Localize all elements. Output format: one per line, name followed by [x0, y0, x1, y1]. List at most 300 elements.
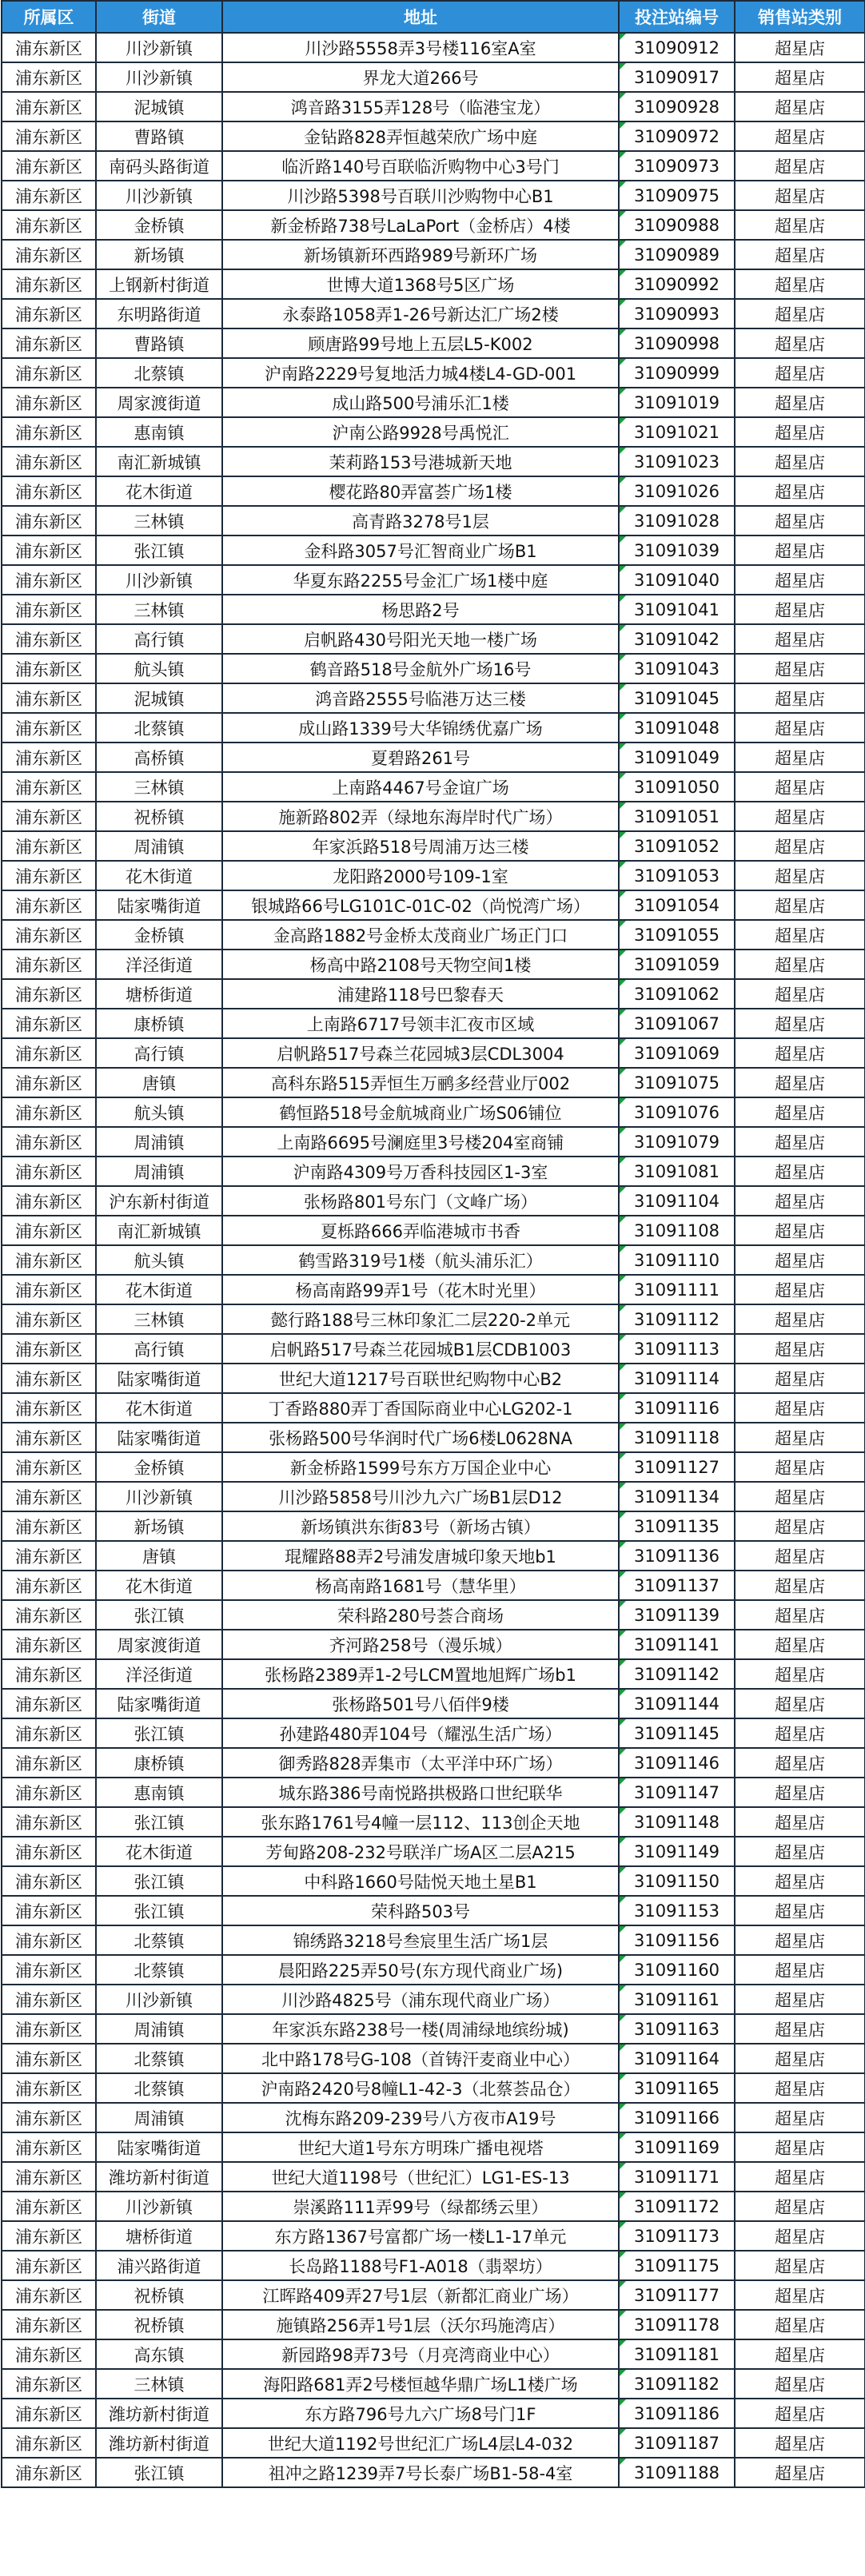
cell-station-code: 31091173: [619, 2221, 735, 2251]
cell-address: 沈梅东路209-239号八方夜市A19号: [222, 2103, 619, 2132]
cell-station-code: 31090928: [619, 92, 735, 121]
cell-address: 茉莉路153号港城新天地: [222, 447, 619, 476]
cell-station-code: 31090992: [619, 269, 735, 299]
cell-station-code: 31091166: [619, 2103, 735, 2132]
cell-address: 丁香路880弄丁香国际商业中心LG202-1: [222, 1393, 619, 1423]
cell-street: 惠南镇: [96, 417, 222, 447]
cell-station-code: 31090912: [619, 33, 735, 62]
cell-station-code: 31091146: [619, 1748, 735, 1778]
cell-address: 顾唐路99号地上五层L5-K002: [222, 328, 619, 358]
cell-street: 高行镇: [96, 624, 222, 654]
cell-street: 洋泾街道: [96, 950, 222, 979]
cell-district: 浦东新区: [2, 890, 96, 920]
cell-address: 芳甸路208-232号联洋广场A区二层A215: [222, 1837, 619, 1866]
cell-store-type: 超星店: [735, 1009, 865, 1038]
cell-address: 孙建路480弄104号（耀泓生活广场）: [222, 1718, 619, 1748]
table-row: [2, 802, 865, 831]
cell-district: 浦东新区: [2, 269, 96, 299]
cell-station-code: 31091053: [619, 861, 735, 890]
cell-district: 浦东新区: [2, 1245, 96, 1275]
cell-district: 浦东新区: [2, 33, 96, 62]
cell-store-type: 超星店: [735, 2103, 865, 2132]
cell-street: 陆家嘴街道: [96, 2132, 222, 2162]
cell-address: 东方路796号九六广场8号门1F: [222, 2399, 619, 2428]
table-row: [2, 1482, 865, 1511]
cell-address: 杨思路2号: [222, 595, 619, 624]
cell-store-type: 超星店: [735, 2280, 865, 2310]
cell-station-code: 31091141: [619, 1630, 735, 1659]
cell-store-type: 超星店: [735, 1985, 865, 2014]
cell-address: 成山路500号浦乐汇1楼: [222, 388, 619, 417]
header-district: 所属区: [2, 1, 96, 33]
cell-station-code: 31091079: [619, 1127, 735, 1157]
cell-address: 年家浜路518号周浦万达三楼: [222, 831, 619, 861]
cell-street: 周家渡街道: [96, 1630, 222, 1659]
cell-store-type: 超星店: [735, 210, 865, 240]
cell-store-type: 超星店: [735, 506, 865, 536]
table-row: [2, 595, 865, 624]
cell-district: 浦东新区: [2, 654, 96, 683]
cell-district: 浦东新区: [2, 1689, 96, 1718]
table-row: [2, 417, 865, 447]
cell-street: 高东镇: [96, 2339, 222, 2369]
cell-store-type: 超星店: [735, 2192, 865, 2221]
cell-station-code: 31091052: [619, 831, 735, 861]
cell-district: 浦东新区: [2, 1925, 96, 1955]
cell-station-code: 31091114: [619, 1364, 735, 1393]
cell-street: 北蔡镇: [96, 2044, 222, 2073]
table-row: [2, 1245, 865, 1275]
cell-district: 浦东新区: [2, 210, 96, 240]
cell-address: 杨高南路1681号（慧华里）: [222, 1571, 619, 1600]
cell-station-code: 31091039: [619, 536, 735, 565]
cell-store-type: 超星店: [735, 417, 865, 447]
cell-district: 浦东新区: [2, 2014, 96, 2044]
cell-store-type: 超星店: [735, 1748, 865, 1778]
cell-address: 荣科路503号: [222, 1896, 619, 1925]
cell-district: 浦东新区: [2, 1038, 96, 1068]
cell-station-code: 31091111: [619, 1275, 735, 1304]
table-row: [2, 831, 865, 861]
cell-store-type: 超星店: [735, 1955, 865, 1985]
table-header-row: [2, 1, 865, 33]
cell-street: 张江镇: [96, 1600, 222, 1630]
cell-store-type: 超星店: [735, 683, 865, 713]
cell-district: 浦东新区: [2, 1541, 96, 1571]
cell-store-type: 超星店: [735, 1896, 865, 1925]
table-row: [2, 2103, 865, 2132]
table-row: [2, 1689, 865, 1718]
table-row: [2, 92, 865, 121]
cell-station-code: 31091135: [619, 1511, 735, 1541]
cell-district: 浦东新区: [2, 2369, 96, 2399]
cell-district: 浦东新区: [2, 1304, 96, 1334]
cell-station-code: 31091021: [619, 417, 735, 447]
cell-address: 施新路802弄（绿地东海岸时代广场）: [222, 802, 619, 831]
cell-address: 上南路6717号领丰汇夜市区域: [222, 1009, 619, 1038]
cell-station-code: 31091055: [619, 920, 735, 950]
cell-station-code: 31091116: [619, 1393, 735, 1423]
cell-district: 浦东新区: [2, 1157, 96, 1186]
cell-address: 界龙大道266号: [222, 62, 619, 92]
cell-address: 新园路98弄73号（月亮湾商业中心）: [222, 2339, 619, 2369]
cell-street: 川沙新镇: [96, 2192, 222, 2221]
cell-station-code: 31091113: [619, 1334, 735, 1364]
cell-street: 唐镇: [96, 1541, 222, 1571]
cell-station-code: 31090975: [619, 181, 735, 210]
cell-station-code: 31091062: [619, 979, 735, 1009]
cell-station-code: 31090988: [619, 210, 735, 240]
cell-street: 陆家嘴街道: [96, 1689, 222, 1718]
cell-station-code: 31091156: [619, 1925, 735, 1955]
cell-district: 浦东新区: [2, 2339, 96, 2369]
cell-station-code: 31091040: [619, 565, 735, 595]
cell-district: 浦东新区: [2, 121, 96, 151]
cell-store-type: 超星店: [735, 1925, 865, 1955]
cell-street: 塘桥街道: [96, 2221, 222, 2251]
cell-street: 川沙新镇: [96, 565, 222, 595]
cell-street: 张江镇: [96, 2458, 222, 2487]
table-row: [2, 2044, 865, 2073]
cell-station-code: 31091165: [619, 2073, 735, 2103]
cell-store-type: 超星店: [735, 1334, 865, 1364]
cell-district: 浦东新区: [2, 2310, 96, 2339]
table-row: [2, 181, 865, 210]
cell-store-type: 超星店: [735, 1038, 865, 1068]
cell-district: 浦东新区: [2, 2221, 96, 2251]
cell-street: 花木街道: [96, 1571, 222, 1600]
cell-street: 新场镇: [96, 240, 222, 269]
cell-address: 沪南公路9928号禹悦汇: [222, 417, 619, 447]
table-row: [2, 1393, 865, 1423]
cell-street: 曹路镇: [96, 328, 222, 358]
cell-district: 浦东新区: [2, 1186, 96, 1216]
cell-store-type: 超星店: [735, 2399, 865, 2428]
cell-district: 浦东新区: [2, 1216, 96, 1245]
cell-store-type: 超星店: [735, 1659, 865, 1689]
table-row: [2, 1896, 865, 1925]
table-row: [2, 890, 865, 920]
table-row: [2, 1364, 865, 1393]
cell-address: 启帆路430号阳光天地一楼广场: [222, 624, 619, 654]
table-row: [2, 2162, 865, 2192]
cell-district: 浦东新区: [2, 772, 96, 802]
cell-store-type: 超星店: [735, 1689, 865, 1718]
cell-address: 新金桥路1599号东方万国企业中心: [222, 1452, 619, 1482]
cell-district: 浦东新区: [2, 565, 96, 595]
cell-district: 浦东新区: [2, 2458, 96, 2487]
table-row: [2, 2399, 865, 2428]
cell-street: 泥城镇: [96, 92, 222, 121]
cell-district: 浦东新区: [2, 240, 96, 269]
table-row: [2, 624, 865, 654]
cell-station-code: 31091163: [619, 2014, 735, 2044]
cell-address: 沪南路2229号复地活力城4楼L4-GD-001: [222, 358, 619, 388]
cell-station-code: 31091144: [619, 1689, 735, 1718]
cell-district: 浦东新区: [2, 299, 96, 328]
cell-address: 新场镇洪东街83号（新场古镇）: [222, 1511, 619, 1541]
cell-address: 沪南路2420号8幢L1-42-3（北蔡荟品仓）: [222, 2073, 619, 2103]
cell-store-type: 超星店: [735, 831, 865, 861]
cell-address: 崇溪路111弄99号（绿都绣云里）: [222, 2192, 619, 2221]
cell-district: 浦东新区: [2, 1009, 96, 1038]
header-station-code: 投注站编号: [619, 1, 735, 33]
cell-address: 晨阳路225弄50号(东方现代商业广场): [222, 1955, 619, 1985]
cell-street: 张江镇: [96, 1896, 222, 1925]
table-row: [2, 1216, 865, 1245]
cell-store-type: 超星店: [735, 802, 865, 831]
cell-store-type: 超星店: [735, 151, 865, 181]
table-row: [2, 2221, 865, 2251]
cell-district: 浦东新区: [2, 1571, 96, 1600]
cell-address: 东方路1367号富都广场一楼L1-17单元: [222, 2221, 619, 2251]
cell-station-code: 31090973: [619, 151, 735, 181]
table-row: [2, 2251, 865, 2280]
cell-station-code: 31090917: [619, 62, 735, 92]
cell-station-code: 31091145: [619, 1718, 735, 1748]
cell-store-type: 超星店: [735, 388, 865, 417]
table-row: [2, 506, 865, 536]
cell-address: 施镇路256弄1号1层（沃尔玛施湾店）: [222, 2310, 619, 2339]
cell-address: 启帆路517号森兰花园城B1层CDB1003: [222, 1334, 619, 1364]
cell-address: 懿行路188号三林印象汇二层220-2单元: [222, 1304, 619, 1334]
cell-district: 浦东新区: [2, 417, 96, 447]
cell-district: 浦东新区: [2, 1364, 96, 1393]
cell-station-code: 31091026: [619, 476, 735, 506]
cell-district: 浦东新区: [2, 1778, 96, 1807]
cell-street: 潍坊新村街道: [96, 2399, 222, 2428]
cell-district: 浦东新区: [2, 62, 96, 92]
cell-street: 航头镇: [96, 1097, 222, 1127]
cell-store-type: 超星店: [735, 1541, 865, 1571]
cell-store-type: 超星店: [735, 2251, 865, 2280]
cell-address: 高青路3278号1层: [222, 506, 619, 536]
cell-store-type: 超星店: [735, 447, 865, 476]
cell-address: 御秀路828弄集市（太平洋中环广场）: [222, 1748, 619, 1778]
cell-address: 永泰路1058弄1-26号新达汇广场2楼: [222, 299, 619, 328]
cell-address: 樱花路80弄富荟广场1楼: [222, 476, 619, 506]
cell-station-code: 31091150: [619, 1866, 735, 1896]
cell-street: 曹路镇: [96, 121, 222, 151]
cell-store-type: 超星店: [735, 1718, 865, 1748]
cell-district: 浦东新区: [2, 2132, 96, 2162]
cell-district: 浦东新区: [2, 358, 96, 388]
table-row: [2, 240, 865, 269]
cell-street: 东明路街道: [96, 299, 222, 328]
cell-district: 浦东新区: [2, 1275, 96, 1304]
cell-address: 夏栎路666弄临港城市书香: [222, 1216, 619, 1245]
cell-store-type: 超星店: [735, 536, 865, 565]
table-row: [2, 1718, 865, 1748]
cell-address: 川沙路5558弄3号楼116室A室: [222, 33, 619, 62]
cell-street: 陆家嘴街道: [96, 1423, 222, 1452]
cell-street: 沪东新村街道: [96, 1186, 222, 1216]
cell-street: 北蔡镇: [96, 713, 222, 743]
cell-station-code: 31091045: [619, 683, 735, 713]
cell-address: 琨耀路88弄2号浦发唐城印象天地b1: [222, 1541, 619, 1571]
cell-store-type: 超星店: [735, 1304, 865, 1334]
cell-store-type: 超星店: [735, 1157, 865, 1186]
cell-station-code: 31091104: [619, 1186, 735, 1216]
cell-district: 浦东新区: [2, 181, 96, 210]
cell-store-type: 超星店: [735, 1186, 865, 1216]
cell-address: 上南路6695号澜庭里3号楼204室商铺: [222, 1127, 619, 1157]
table-row: [2, 358, 865, 388]
cell-address: 锦绣路3218号叁宸里生活广场1层: [222, 1925, 619, 1955]
cell-district: 浦东新区: [2, 1482, 96, 1511]
cell-district: 浦东新区: [2, 476, 96, 506]
cell-district: 浦东新区: [2, 595, 96, 624]
cell-street: 南汇新城镇: [96, 447, 222, 476]
table-row: [2, 210, 865, 240]
table-row: [2, 1748, 865, 1778]
cell-address: 齐河路258号（漫乐城）: [222, 1630, 619, 1659]
cell-address: 新场镇新环西路989号新环广场: [222, 240, 619, 269]
cell-station-code: 31091076: [619, 1097, 735, 1127]
cell-station-code: 31091127: [619, 1452, 735, 1482]
cell-station-code: 31091188: [619, 2458, 735, 2487]
cell-district: 浦东新区: [2, 328, 96, 358]
cell-address: 荣科路280号荟合商场: [222, 1600, 619, 1630]
cell-address: 浦建路118号巴黎春天: [222, 979, 619, 1009]
cell-address: 高科东路515弄恒生万鹂多经营业厅002: [222, 1068, 619, 1097]
cell-district: 浦东新区: [2, 2162, 96, 2192]
cell-store-type: 超星店: [735, 1511, 865, 1541]
cell-station-code: 31091147: [619, 1778, 735, 1807]
cell-street: 花木街道: [96, 476, 222, 506]
cell-street: 新场镇: [96, 1511, 222, 1541]
cell-store-type: 超星店: [735, 1097, 865, 1127]
table-row: [2, 1097, 865, 1127]
cell-store-type: 超星店: [735, 1866, 865, 1896]
cell-street: 高行镇: [96, 1038, 222, 1068]
cell-district: 浦东新区: [2, 1837, 96, 1866]
table-row: [2, 1925, 865, 1955]
table-row: [2, 2428, 865, 2458]
cell-district: 浦东新区: [2, 683, 96, 713]
cell-street: 惠南镇: [96, 1778, 222, 1807]
cell-store-type: 超星店: [735, 1364, 865, 1393]
cell-district: 浦东新区: [2, 950, 96, 979]
cell-street: 金桥镇: [96, 920, 222, 950]
cell-district: 浦东新区: [2, 536, 96, 565]
cell-station-code: 31091049: [619, 743, 735, 772]
table-row: [2, 683, 865, 713]
cell-street: 金桥镇: [96, 1452, 222, 1482]
cell-station-code: 31091136: [619, 1541, 735, 1571]
cell-station-code: 31091161: [619, 1985, 735, 2014]
cell-street: 周家渡街道: [96, 388, 222, 417]
cell-store-type: 超星店: [735, 1630, 865, 1659]
cell-store-type: 超星店: [735, 121, 865, 151]
cell-station-code: 31091175: [619, 2251, 735, 2280]
cell-station-code: 31091139: [619, 1600, 735, 1630]
cell-station-code: 31091110: [619, 1245, 735, 1275]
cell-street: 泥城镇: [96, 683, 222, 713]
table-row: [2, 2369, 865, 2399]
cell-street: 花木街道: [96, 861, 222, 890]
cell-store-type: 超星店: [735, 1423, 865, 1452]
cell-address: 世纪大道1217号百联世纪购物中心B2: [222, 1364, 619, 1393]
cell-district: 浦东新区: [2, 2073, 96, 2103]
cell-address: 金科路3057号汇智商业广场B1: [222, 536, 619, 565]
cell-address: 鹤恒路518号金航城商业广场S06铺位: [222, 1097, 619, 1127]
cell-address: 新金桥路738号LaLaPort（金桥店）4楼: [222, 210, 619, 240]
cell-station-code: 31091153: [619, 1896, 735, 1925]
cell-address: 金钻路828弄恒越荣欣广场中庭: [222, 121, 619, 151]
cell-station-code: 31091081: [619, 1157, 735, 1186]
cell-district: 浦东新区: [2, 1896, 96, 1925]
cell-station-code: 31091042: [619, 624, 735, 654]
cell-street: 周浦镇: [96, 2103, 222, 2132]
table-row: [2, 328, 865, 358]
cell-address: 张杨路801号东门（文峰广场）: [222, 1186, 619, 1216]
cell-street: 三林镇: [96, 595, 222, 624]
cell-store-type: 超星店: [735, 654, 865, 683]
cell-district: 浦东新区: [2, 1718, 96, 1748]
cell-store-type: 超星店: [735, 772, 865, 802]
table-row: [2, 2339, 865, 2369]
cell-street: 花木街道: [96, 1275, 222, 1304]
table-row: [2, 121, 865, 151]
cell-address: 鸿音路3155弄128号（临港宝龙）: [222, 92, 619, 121]
cell-street: 川沙新镇: [96, 62, 222, 92]
cell-store-type: 超星店: [735, 2044, 865, 2073]
cell-district: 浦东新区: [2, 1097, 96, 1127]
table-row: [2, 565, 865, 595]
cell-street: 上钢新村街道: [96, 269, 222, 299]
cell-street: 川沙新镇: [96, 1482, 222, 1511]
cell-store-type: 超星店: [735, 565, 865, 595]
cell-store-type: 超星店: [735, 92, 865, 121]
cell-district: 浦东新区: [2, 92, 96, 121]
table-row: [2, 2132, 865, 2162]
cell-station-code: 31091142: [619, 1659, 735, 1689]
table-row: [2, 2073, 865, 2103]
table-row: [2, 1157, 865, 1186]
cell-district: 浦东新区: [2, 1600, 96, 1630]
table-row: [2, 2280, 865, 2310]
cell-address: 成山路1339号大华锦绣优嘉广场: [222, 713, 619, 743]
cell-street: 塘桥街道: [96, 979, 222, 1009]
cell-store-type: 超星店: [735, 1600, 865, 1630]
cell-district: 浦东新区: [2, 2428, 96, 2458]
cell-address: 中科路1660号陆悦天地土星B1: [222, 1866, 619, 1896]
table-row: [2, 1630, 865, 1659]
cell-street: 祝桥镇: [96, 802, 222, 831]
cell-station-code: 31091023: [619, 447, 735, 476]
cell-street: 周浦镇: [96, 831, 222, 861]
table-row: [2, 62, 865, 92]
table-row: [2, 1511, 865, 1541]
cell-street: 北蔡镇: [96, 1925, 222, 1955]
cell-street: 南码头路街道: [96, 151, 222, 181]
cell-store-type: 超星店: [735, 1482, 865, 1511]
cell-station-code: 31091112: [619, 1304, 735, 1334]
cell-address: 启帆路517号森兰花园城3层CDL3004: [222, 1038, 619, 1068]
cell-station-code: 31091134: [619, 1482, 735, 1511]
cell-store-type: 超星店: [735, 743, 865, 772]
cell-district: 浦东新区: [2, 1452, 96, 1482]
betting-station-table: [1, 0, 865, 2488]
table-row: [2, 1571, 865, 1600]
cell-store-type: 超星店: [735, 1807, 865, 1837]
cell-store-type: 超星店: [735, 1245, 865, 1275]
cell-address: 张杨路501号八佰伴9楼: [222, 1689, 619, 1718]
table-row: [2, 1009, 865, 1038]
table-row: [2, 1955, 865, 1985]
table-row: [2, 1068, 865, 1097]
